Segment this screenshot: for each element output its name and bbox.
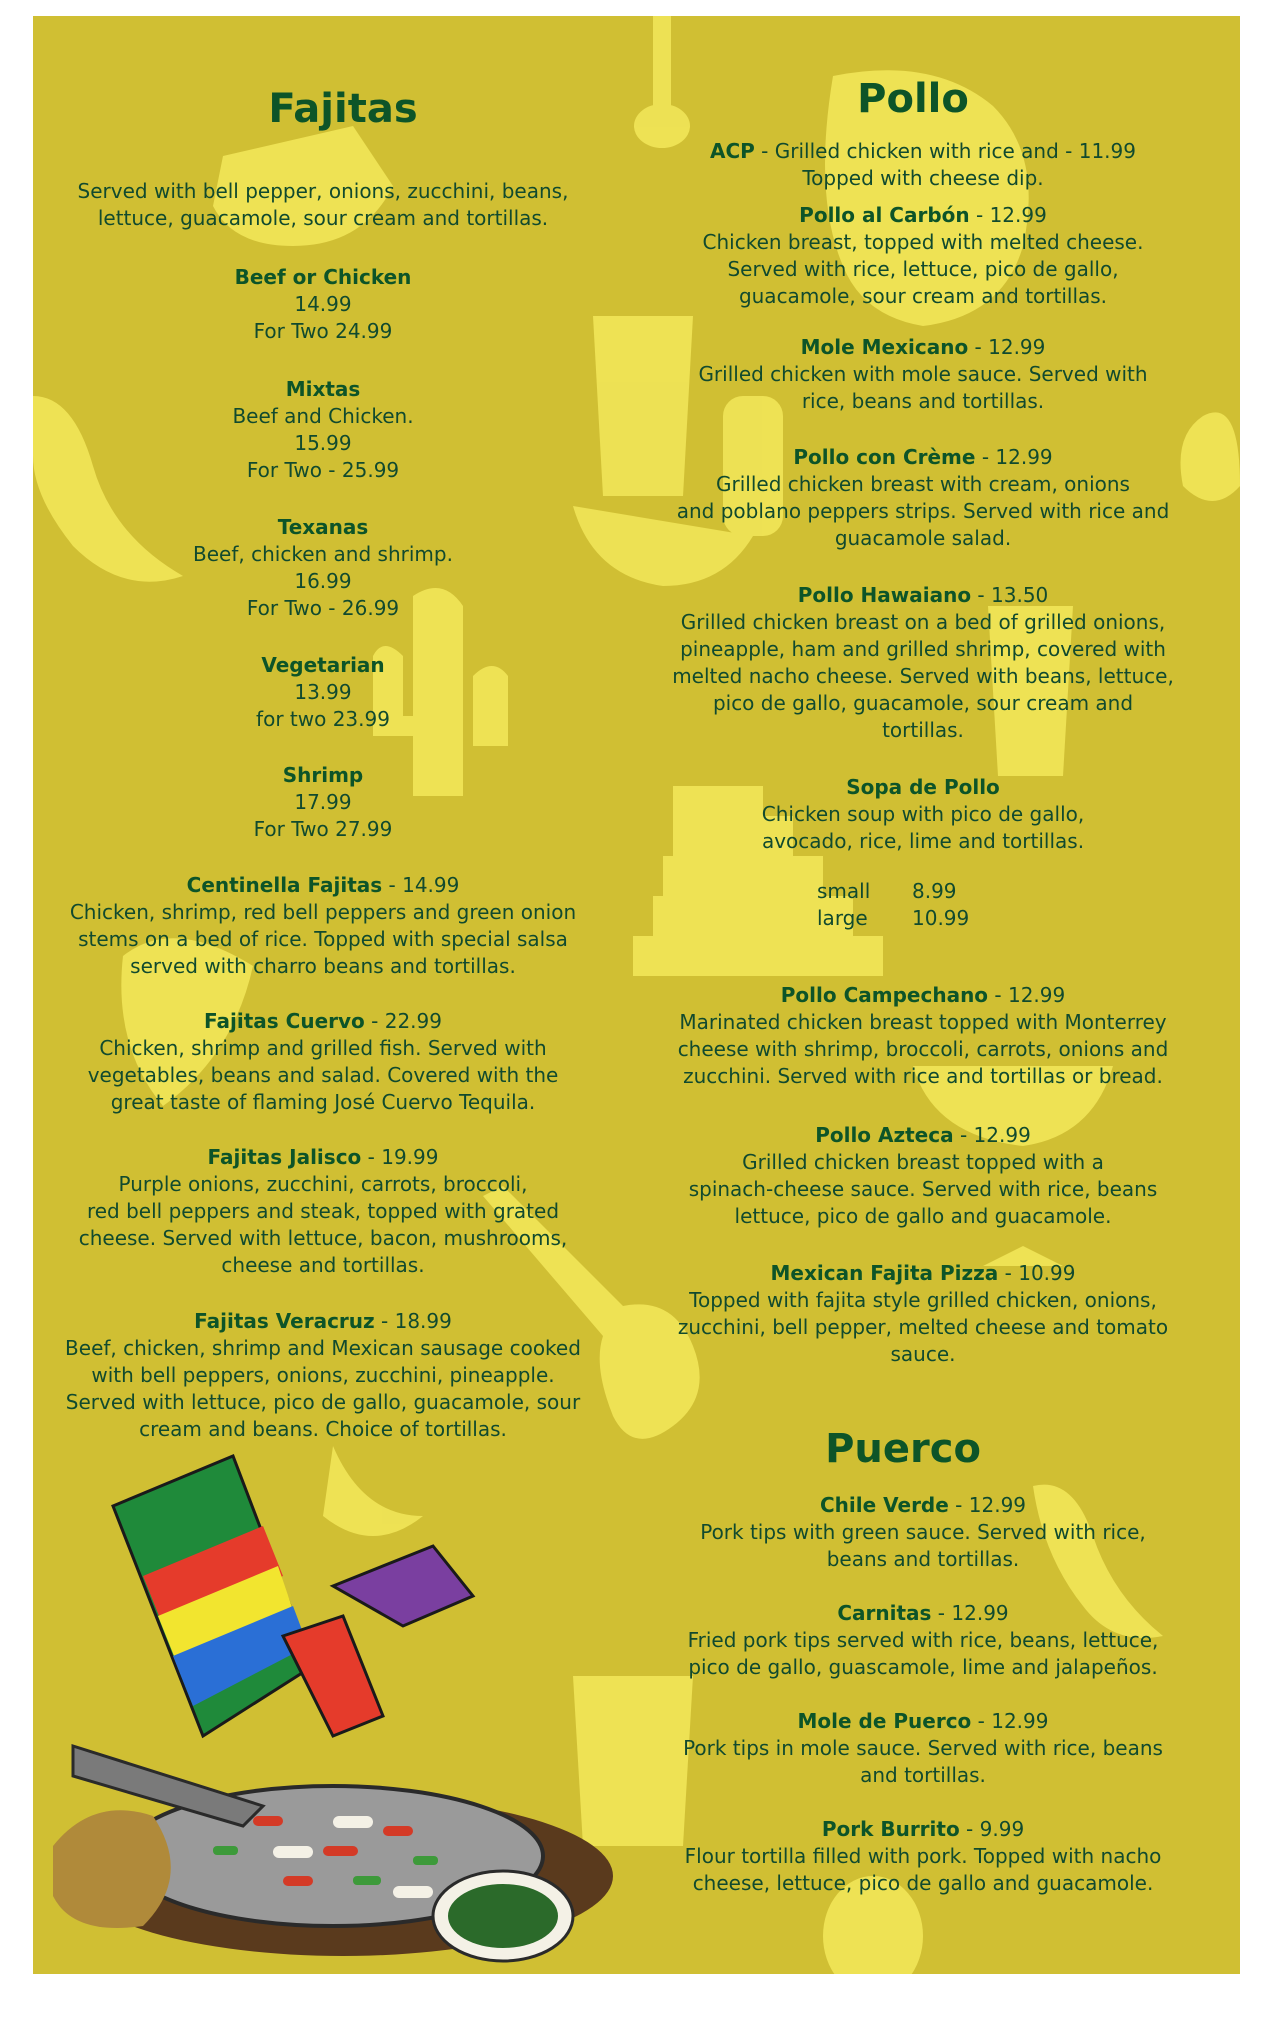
menu-item-cuervo: Fajitas Cuervo - 22.99 Chicken, shrimp and grilled fish. Served with vegetables, beans and salad. Covered with the great taste of flaming José Cuervo Tequila. — [87, 1009, 559, 1114]
menu-item-fajita-pizza: Mexican Fajita Pizza - 10.99 Topped with fajita style grilled chicken, onions, zucchini, bell pepper, melted cheese and tomato sauce. — [677, 1261, 1169, 1366]
menu-item-chile-verde: Chile Verde - 12.99 Pork tips with green sauce. Served with rice, beans and tortillas. — [700, 1493, 1146, 1571]
menu-item-carnitas: Carnitas - 12.99 Fried pork tips served with rice, beans, lettuce, pico de gallo, guascamole, lime and jalapeños. — [687, 1601, 1159, 1679]
menu-item-centinella: Centinella Fajitas - 14.99 Chicken, shrimp, red bell peppers and green onion stems on a bed of rice. Topped with special salsa served with charro beans and tortillas. — [69, 873, 577, 978]
lime-slice-icon — [323, 1446, 423, 1536]
menu-item-mole-mexicano: Mole Mexicano - 12.99 Grilled chicken with mole sauce. Served with rice, beans and tortillas. — [698, 335, 1148, 413]
menu-item-mixtas: Mixtas Beef and Chicken. 15.99 For Two - 25.99 — [232, 377, 414, 482]
menu-item-beef-chicken: Beef or Chicken 14.99 For Two 24.99 — [234, 265, 412, 343]
menu-item-pollo-hawaiano: Pollo Hawaiano - 13.50 Grilled chicken breast on a bed of grilled onions, pineapple, ham and grilled shrimp, covered with melted nacho cheese. Served with beans, lettuce, pico de gallo, guacamole, sour cream and tortillas. — [672, 583, 1174, 742]
menu-item-pollo-carbon: Pollo al Carbón - 12.99 Chicken breast, topped with melted cheese. Served with rice, lettuce, pico de gallo, guacamole, sour cream and tortillas. — [702, 203, 1144, 308]
menu-item-pollo-campechano: Pollo Campechano - 12.99 Marinated chicken breast topped with Monterrey cheese with shrimp, broccoli, carrots, onions and zucchini. Served with rice and tortillas or bread. — [677, 983, 1169, 1088]
menu-item-mole-puerco: Mole de Puerco - 12.99 Pork tips in mole sauce. Served with rice, beans and tortillas. — [683, 1709, 1163, 1787]
sopa-sizes: small 8.99 large 10.99 — [817, 879, 970, 930]
menu-item-veracruz: Fajitas Veracruz - 18.99 Beef, chicken, shrimp and Mexican sausage cooked with bell peppers, onions, zucchini, pineapple. Served with lettuce, pico de gallo, guacamole, sour cream and beans. Choice of tortillas. — [65, 1309, 581, 1441]
menu-item-pollo-creme: Pollo con Crème - 12.99 Grilled chicken breast with cream, onions and poblano peppers strips. Served with rice and guacamole salad. — [676, 445, 1170, 550]
menu-item-jalisco: Fajitas Jalisco - 19.99 Purple onions, zucchini, carrots, broccoli, red bell peppers and steak, topped with grated cheese. Served with lettuce, bacon, mushrooms, cheese and tortillas. — [78, 1145, 568, 1277]
menu-item-vegetarian: Vegetarian 13.99 for two 23.99 — [256, 653, 390, 731]
fajitas-heading: Fajitas — [268, 86, 418, 132]
pollo-heading: Pollo — [857, 76, 969, 122]
menu-item-pollo-azteca: Pollo Azteca - 12.99 Grilled chicken breast topped with a spinach-cheese sauce. Served with rice, beans lettuce, pico de gallo and guacamole. — [688, 1123, 1158, 1228]
maraca-handle-icon — [653, 16, 671, 106]
menu-item-acp: ACP - Grilled chicken with rice and - 11.99 Topped with cheese dip. — [710, 139, 1136, 190]
menu-item-texanas: Texanas Beef, chicken and shrimp. 16.99 For Two - 26.99 — [193, 515, 453, 620]
puerco-heading: Puerco — [825, 1426, 981, 1472]
fajita-skillet-icon — [53, 1746, 613, 1961]
serape-icon — [113, 1456, 473, 1736]
menu-item-pork-burrito: Pork Burrito - 9.99 Flour tortilla filled with pork. Topped with nacho cheese, lettuce, pico de gallo and guacamole. — [684, 1817, 1162, 1895]
menu-item-sopa-pollo: Sopa de Pollo Chicken soup with pico de gallo, avocado, rice, lime and tortillas. — [761, 775, 1085, 853]
menu-panel — [33, 16, 1240, 1974]
menu-item-shrimp: Shrimp 17.99 For Two 27.99 — [253, 763, 393, 841]
fajitas-intro: Served with bell pepper, onions, zucchini, beans, lettuce, guacamole, sour cream and tortillas. — [77, 179, 569, 230]
